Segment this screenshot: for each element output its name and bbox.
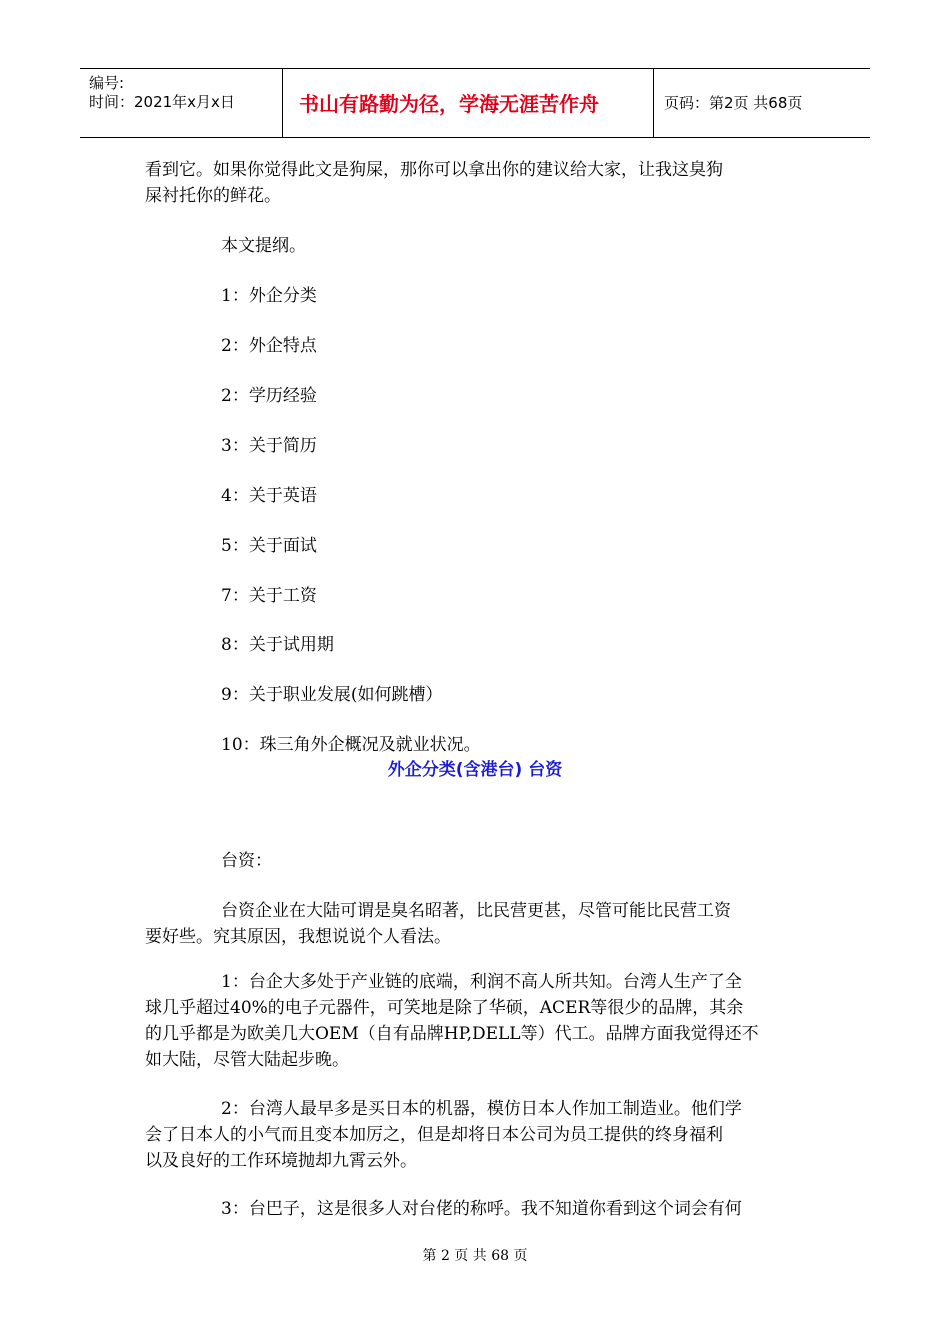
paragraph-line: 球几乎超过40%的电子元器件，可笑地是除了华硕，ACER等很少的品牌，其余 — [145, 998, 744, 1018]
intro-line-1: 看到它。如果你觉得此文是狗屎，那你可以拿出你的建议给大家，让我这臭狗 — [145, 160, 723, 180]
paragraph-line: 以及良好的工作环境抛却九霄云外。 — [145, 1151, 417, 1171]
outline-item: 7：关于工资 — [221, 586, 317, 606]
outline-item: 5：关于面试 — [221, 536, 317, 556]
header-page-number: 页码：第2页 共68页 — [664, 94, 803, 112]
paragraph-line: 的几乎都是为欧美几大OEM（自有品牌HP,DELL等）代工。品牌方面我觉得还不 — [145, 1024, 759, 1044]
paragraph-line: 2：台湾人最早多是买日本的机器，模仿日本人作加工制造业。他们学 — [221, 1099, 742, 1119]
outline-item: 3：关于简历 — [221, 436, 317, 456]
header-motto-cell — [283, 69, 654, 137]
time-label: 时间：2021年x月x日 — [89, 93, 235, 111]
paragraph-line: 3：台巴子，这是很多人对台佬的称呼。我不知道你看到这个词会有何 — [221, 1199, 742, 1219]
page-header — [80, 68, 870, 138]
paragraph-line: 要好些。究其原因，我想说说个人看法。 — [145, 927, 451, 947]
outline-item: 10：珠三角外企概况及就业状况。 — [221, 735, 481, 755]
outline-item: 2：学历经验 — [221, 386, 317, 406]
section-heading: 外企分类(含港台) 台资 — [387, 760, 563, 780]
outline-item: 2：外企特点 — [221, 336, 317, 356]
number-label: 编号: — [89, 74, 125, 92]
header-meta-cell — [80, 69, 283, 137]
intro-line-2: 屎衬托你的鲜花。 — [145, 186, 281, 206]
header-page-cell — [654, 69, 870, 137]
header-motto: 书山有路勤为径，学海无涯苦作舟 — [299, 92, 599, 116]
outline-item: 9：关于职业发展(如何跳槽） — [221, 685, 443, 705]
page-footer: 第 2 页 共 68 页 — [422, 1248, 528, 1264]
outline-item: 1：外企分类 — [221, 286, 317, 306]
outline-title: 本文提纲。 — [221, 236, 306, 256]
taizi-label: 台资： — [221, 851, 272, 871]
paragraph-line: 会了日本人的小气而且变本加厉之，但是却将日本公司为员工提供的终身福利 — [145, 1125, 723, 1145]
outline-item: 4：关于英语 — [221, 486, 317, 506]
paragraph-line: 如大陆，尽管大陆起步晚。 — [145, 1050, 349, 1070]
outline-item: 8：关于试用期 — [221, 635, 334, 655]
paragraph-line: 1：台企大多处于产业链的底端，利润不高人所共知。台湾人生产了全 — [221, 972, 742, 992]
paragraph-line: 台资企业在大陆可谓是臭名昭著，比民营更甚，尽管可能比民营工资 — [221, 901, 731, 921]
